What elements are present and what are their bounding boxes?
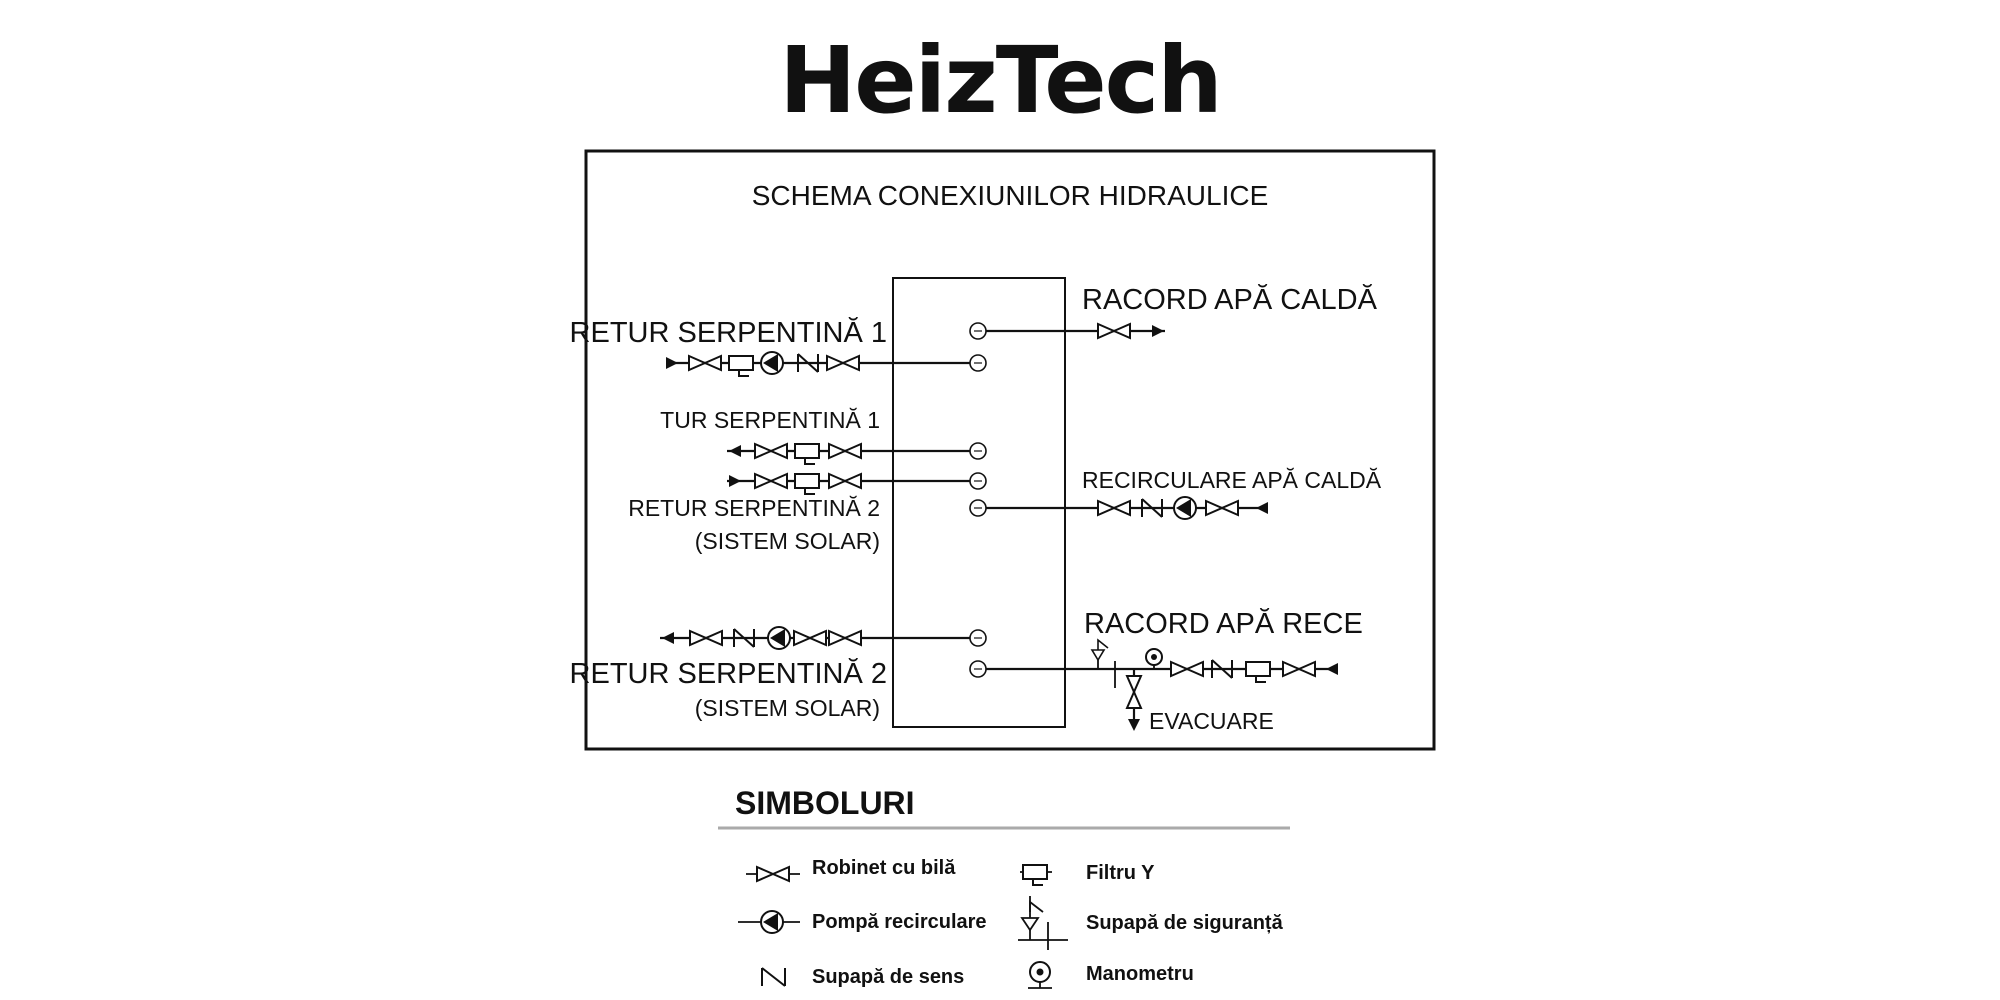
label-retur-serpentina-2-lower: RETUR SERPENTINĂ 2 — [569, 658, 887, 690]
label-sistem-solar-upper: (SISTEM SOLAR) — [694, 528, 880, 554]
legend-item-recirculation-pump — [738, 911, 987, 933]
recirculation-pump-icon — [738, 911, 800, 933]
legend-item-y-filter — [1020, 862, 1155, 885]
legend-item-safety-valve — [1018, 896, 1284, 950]
label-evacuare: EVACUARE — [1149, 708, 1274, 734]
y-filter-icon — [1020, 865, 1052, 885]
label-tur-serpentina-1: TUR SERPENTINĂ 1 — [660, 407, 880, 433]
heiztech-logo: HeizTech — [779, 27, 1221, 134]
label-racord-apa-rece: RACORD APĂ RECE — [1084, 608, 1363, 640]
diagram-title: SCHEMA CONEXIUNILOR HIDRAULICE — [751, 180, 1269, 211]
legend-label-manometer: Manometru — [1086, 963, 1194, 985]
legend-label-y-filter: Filtru Y — [1086, 862, 1155, 884]
safety-valve-icon — [1018, 896, 1068, 950]
label-retur-serpentina-2-upper: RETUR SERPENTINĂ 2 — [628, 495, 880, 521]
legend-heading: SIMBOLURI — [735, 785, 915, 821]
label-recirculare-apa-calda: RECIRCULARE APĂ CALDĂ — [1082, 467, 1382, 493]
label-racord-apa-calda: RACORD APĂ CALDĂ — [1082, 284, 1377, 316]
ball-valve-icon — [746, 867, 800, 881]
legend-label-safety-valve: Supapă de siguranță — [1086, 912, 1283, 934]
legend-item-manometer — [1028, 962, 1194, 988]
label-retur-serpentina-1: RETUR SERPENTINĂ 1 — [569, 317, 887, 349]
label-sistem-solar-lower: (SISTEM SOLAR) — [694, 695, 880, 721]
legend-label-check-valve: Supapă de sens — [812, 966, 965, 988]
manometer-icon — [1028, 962, 1052, 988]
legend-label-ball-valve: Robinet cu bilă — [812, 857, 956, 879]
legend-item-ball-valve — [746, 857, 956, 881]
check-valve-icon — [762, 968, 785, 986]
legend-label-recirculation-pump: Pompă recirculare — [812, 911, 987, 933]
legend-item-check-valve — [762, 966, 964, 988]
